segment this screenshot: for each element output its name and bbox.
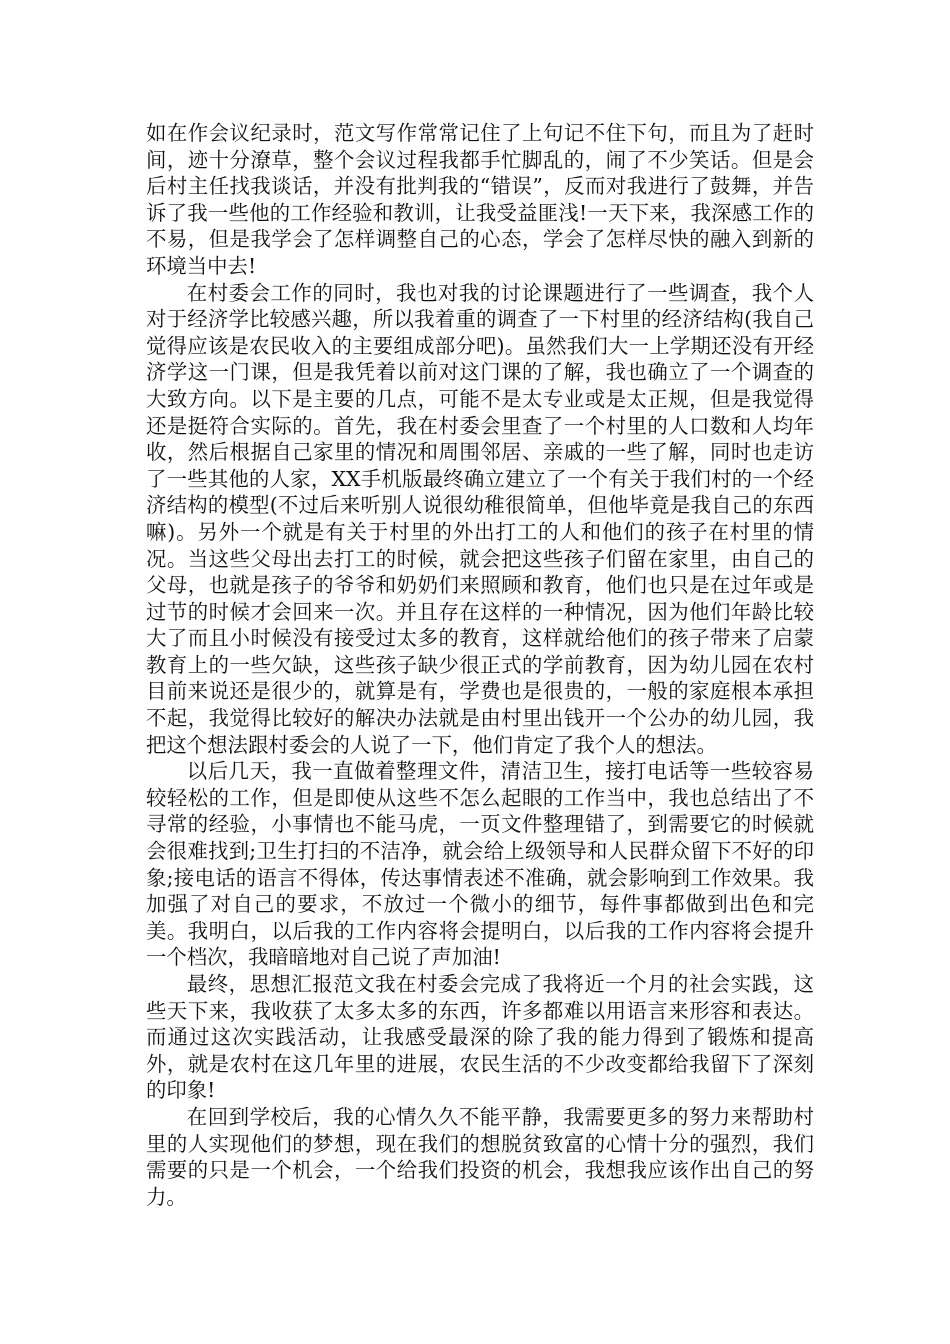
paragraph-1: 如在作会议纪录时，范文写作常常记住了上句记不住下句，而且为了赶时间，迹十分潦草，整个会议过程我都手忙脚乱的，闹了不少笑话。但是会后村主任找我谈话，并没有批判我的“错误”，反而对我进行了鼓舞，并告诉了我一些他的工作经验和教训，让我受益匪浅!一天下来，我深感工作的不易，但是我学会了怎样调整自己的心态，学会了怎样尽快的融入到新的环境当中去! xyxy=(146,121,814,278)
paragraph-2: 在村委会工作的同时，我也对我的讨论课题进行了一些调查，我个人对于经济学比较感兴趣，所以我着重的调查了一下村里的经济结构(我自己觉得应该是农民收入的主要组成部分吧)。虽然我们大一上学期还没有开经济学这一门课，但是我凭着以前对这门课的了解，我也确立了一个调查的大致方向。以下是主要的几点，可能不是太专业或是太正规，但是我觉得还是挺符合实际的。首先，我在村委会里查了一个村里的人口数和人均年收，然后根据自己家里的情况和周围邻居、亲戚的一些了解，同时也走访了一些其他的人家，XX手机版最终确立建立了一个有关于我们村的一个经济结构的模型(不过后来听别人说很幼稚很简单，但他毕竟是我自己的东西嘛)。另外一个就是有关于村里的外出打工的人和他们的孩子在村里的情况。当这些父母出去打工的时候，就会把这些孩子们留在家里，由自己的父母，也就是孩子的爷爷和奶奶们来照顾和教育，他们也只是在过年或是过节的时候才会回来一次。并且存在这样的一种情况，因为他们年龄比较大了而且小时候没有接受过太多的教育，这样就给他们的孩子带来了启蒙教育上的一些欠缺，这些孩子缺少很正式的学前教育，因为幼儿园在农村目前来说还是很少的，就算是有，学费也是很贵的，一般的家庭根本承担不起，我觉得比较好的解决办法就是由村里出钱开一个公办的幼儿园，我把这个想法跟村委会的人说了一下，他们肯定了我个人的想法。 xyxy=(146,280,814,757)
document-body xyxy=(146,120,814,1210)
paragraph-3: 以后几天，我一直做着整理文件，清洁卫生，接打电话等一些较容易较轻松的工作，但是即使从这些不怎么起眼的工作当中，我也总结出了不寻常的经验，小事情也不能马虎，一页文件整理错了，到需要它的时候就会很难找到;卫生打扫的不洁净，就会给上级领导和人民群众留下不好的印象;接电话的语言不得体，传达事情表述不准确，就会影响到工作效果。我加强了对自己的要求，不放过一个微小的细节，每件事都做到出色和完美。我明白，以后我的工作内容将会提明白，以后我的工作内容将会提升一个档次，我暗暗地对自己说了声加油! xyxy=(146,759,814,970)
paragraph-4: 最终，思想汇报范文我在村委会完成了我将近一个月的社会实践，这些天下来，我收获了太多太多的东西，许多都难以用语言来形容和表达。而通过这次实践活动，让我感受最深的除了我的能力得到了锻炼和提高外，就是农村在这几年里的进展，农民生活的不少改变都给我留下了深刻的印象! xyxy=(146,972,814,1103)
paragraph-5: 在回到学校后，我的心情久久不能平静，我需要更多的努力来帮助村里的人实现他们的梦想，现在我们的想脱贫致富的心情十分的强烈，我们需要的只是一个机会，一个给我们投资的机会，我想我应该作出自己的努力。 xyxy=(146,1104,814,1209)
